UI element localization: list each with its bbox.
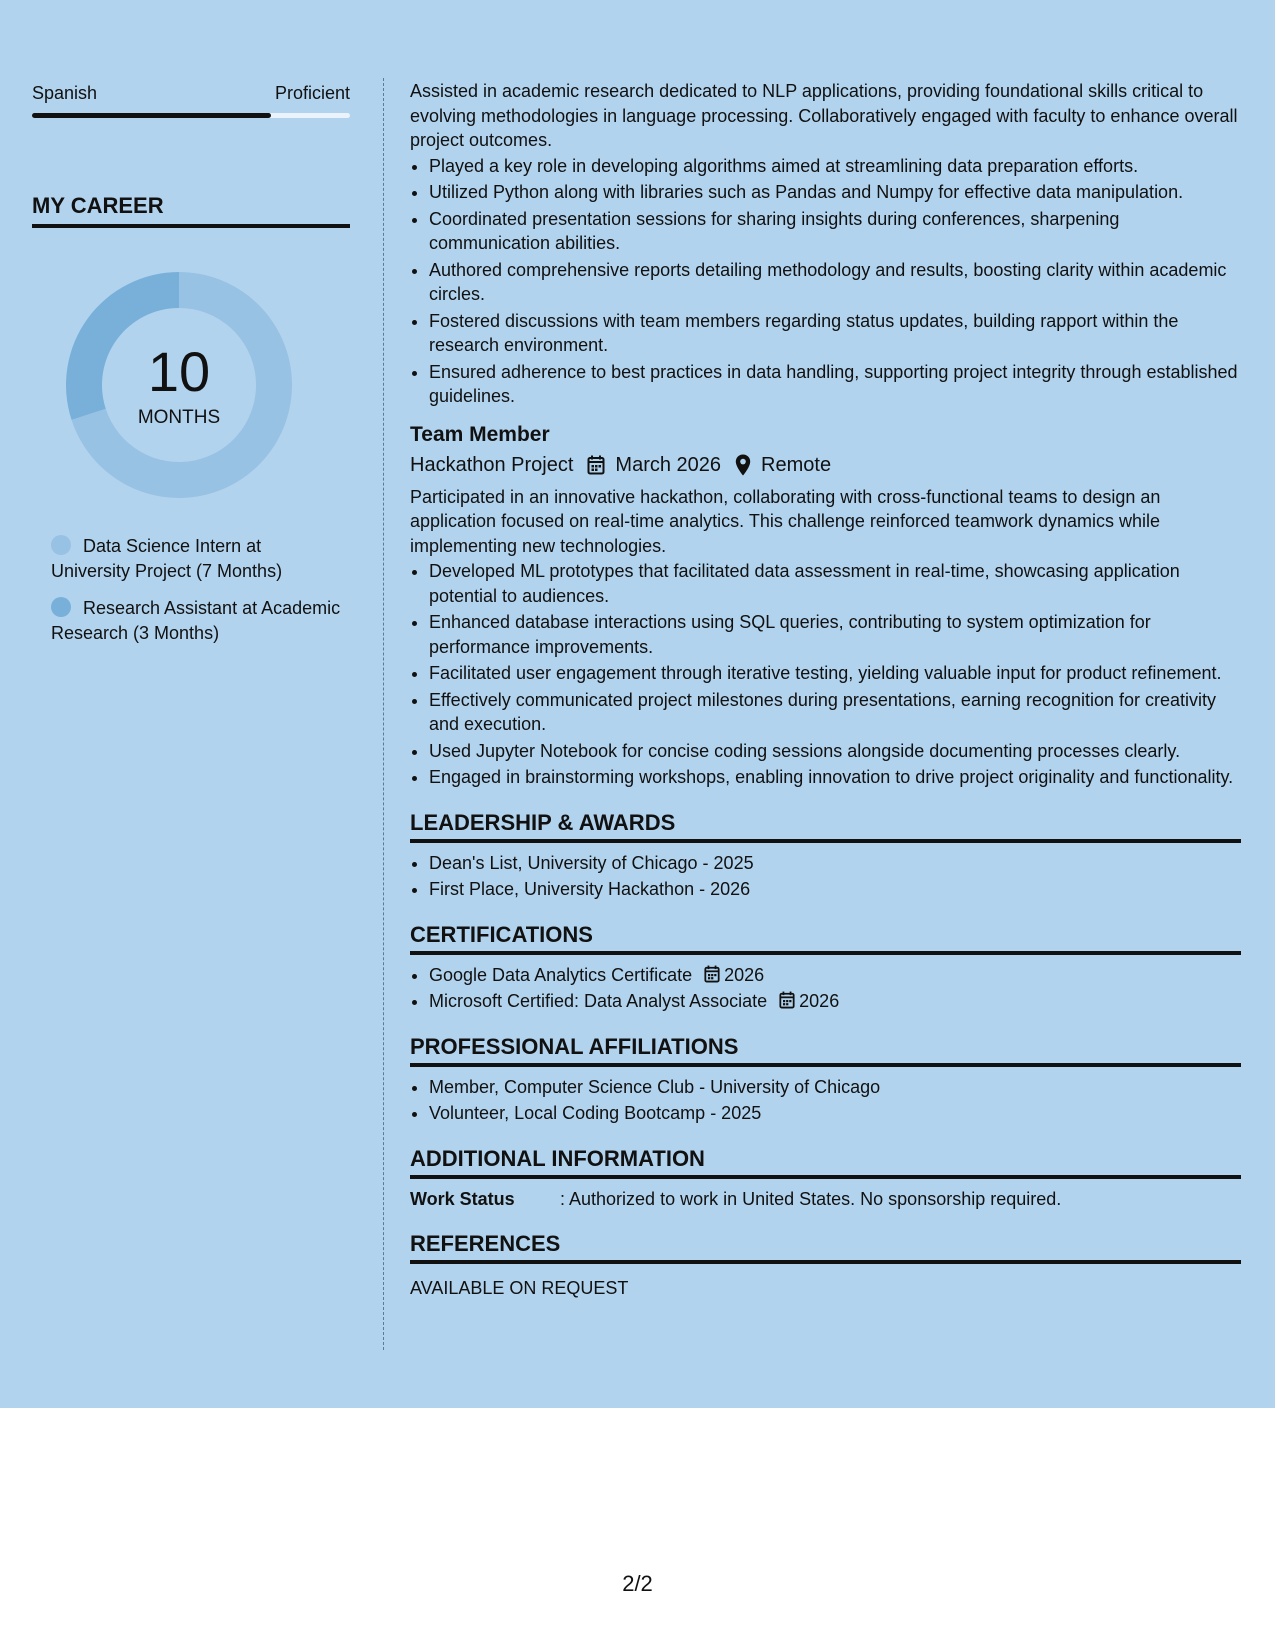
affiliations-list <box>410 1075 1241 1126</box>
language-row <box>32 80 350 106</box>
job-organization: Hackathon Project <box>410 453 574 476</box>
certifications-list <box>410 963 1241 1014</box>
list-item <box>429 989 1241 1014</box>
job-bullets <box>410 559 1241 790</box>
language-level: Proficient <box>274 83 350 103</box>
career-legend-label: Data Science Intern at University Project (7 Months) <box>51 536 283 581</box>
list-item: • Used Jupyter Notebook for concise coding sessions alongside documenting processes clearly. <box>429 739 1241 764</box>
additional-info-section-title: ADDITIONAL INFORMATION <box>410 1144 1241 1179</box>
work-status-row <box>410 1187 1241 1211</box>
certification-year: 2026 <box>799 991 840 1011</box>
calendar-icon <box>587 455 605 475</box>
career-total-unit: MONTHS <box>137 407 221 428</box>
list-item: • Enhanced database interactions using SQL queries, contributing to system optimization for performance improvements. <box>429 610 1241 659</box>
list-item: • Ensured adherence to best practices in data handling, supporting project integrity through established guidelines. <box>429 360 1241 409</box>
experience-intro: Assisted in academic research dedicated to NLP applications, providing foundational skills critical to evolving methodologies in language processing. Collaboratively engaged with faculty to enhance overall project outcomes. <box>410 81 1238 150</box>
certifications-section-title: CERTIFICATIONS <box>410 920 1241 955</box>
career-section-title: MY CAREER <box>32 190 350 228</box>
column-divider <box>383 78 384 1350</box>
career-legend <box>51 534 350 646</box>
certification-name: Microsoft Certified: Data Analyst Associate <box>429 991 768 1011</box>
references-section-title: REFERENCES <box>410 1229 1241 1264</box>
list-item: • Played a key role in developing algorithms aimed at streamlining data preparation efforts. <box>429 154 1241 179</box>
list-item: • Utilized Python along with libraries such as Pandas and Numpy for effective data manipulation. <box>429 180 1241 205</box>
work-status-label: Work Status <box>410 1188 515 1209</box>
list-item <box>429 963 1241 988</box>
legend-dot-icon <box>51 597 71 617</box>
career-legend-item <box>51 596 341 646</box>
certification-name: Google Data Analytics Certificate <box>429 964 693 985</box>
list-item: • Fostered discussions with team members regarding status updates, building rapport within the research environment. <box>429 309 1241 358</box>
job-title: Team Member <box>410 422 550 446</box>
certification-year: 2026 <box>724 964 765 985</box>
language-proficiency-fill <box>32 113 271 118</box>
leadership-section-title: LEADERSHIP & AWARDS <box>410 808 1241 843</box>
affiliations-section-title: PROFESSIONAL AFFILIATIONS <box>410 1032 1241 1067</box>
list-item: • Engaged in brainstorming workshops, enabling innovation to drive project originality and functionality. <box>429 765 1241 790</box>
legend-dot-icon <box>51 535 71 555</box>
work-status-value: : Authorized to work in United States. No sponsorship required. <box>560 1188 1062 1209</box>
main-content <box>410 79 1241 1300</box>
language-name: Spanish <box>32 83 98 103</box>
calendar-icon <box>779 991 795 1009</box>
job-date: March 2026 <box>615 453 722 476</box>
list-item: • First Place, University Hackathon - 2026 <box>429 877 1241 902</box>
map-pin-icon <box>735 454 751 476</box>
job-location: Remote <box>761 453 832 476</box>
language-proficiency-bar <box>32 113 350 118</box>
sidebar <box>32 80 350 658</box>
list-item: • Developed ML prototypes that facilitated data assessment in real-time, showcasing application potential to audiences. <box>429 559 1241 608</box>
career-legend-label: Research Assistant at Academic Research (3 Months) <box>51 598 341 643</box>
list-item: • Coordinated presentation sessions for sharing insights during conferences, sharpening communication abilities. <box>429 207 1241 256</box>
references-text: AVAILABLE ON REQUEST <box>410 1277 629 1298</box>
list-item: • Dean's List, University of Chicago - 2025 <box>429 851 1241 876</box>
list-item: • Volunteer, Local Coding Bootcamp - 2025 <box>429 1101 1241 1126</box>
calendar-icon <box>704 965 720 983</box>
career-legend-item <box>51 534 341 584</box>
experience-bullets <box>410 154 1241 409</box>
page-number: 2/2 <box>622 1571 653 1596</box>
job-intro: Participated in an innovative hackathon, collaborating with cross-functional teams to design an application focused on real-time analytics. This challenge reinforced teamwork dynamics while implementing new technologies. <box>410 486 1161 556</box>
job-meta <box>410 451 1241 479</box>
list-item: • Authored comprehensive reports detailing methodology and results, boosting clarity within academic circles. <box>429 258 1241 307</box>
career-donut-chart <box>66 272 292 498</box>
list-item: • Facilitated user engagement through iterative testing, yielding valuable input for product refinement. <box>429 661 1241 686</box>
career-total-value: 10 <box>147 340 211 403</box>
leadership-list <box>410 851 1241 902</box>
list-item: • Effectively communicated project milestones during presentations, earning recognition for creativity and execution. <box>429 688 1241 737</box>
list-item: • Member, Computer Science Club - University of Chicago <box>429 1075 1241 1100</box>
